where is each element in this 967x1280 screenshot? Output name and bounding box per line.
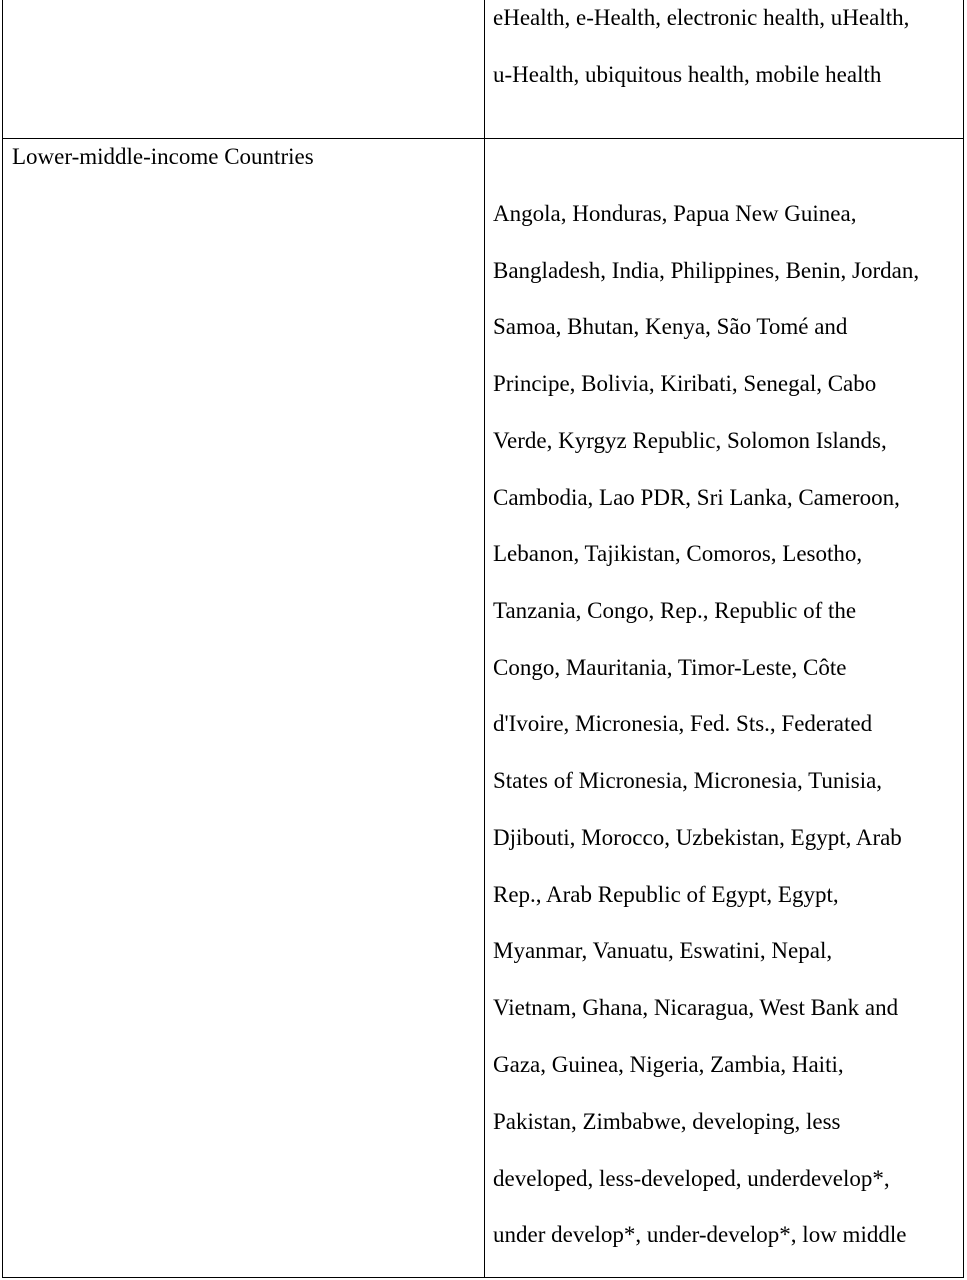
row2-right-line-8: Tanzania, Congo, Rep., Republic of the bbox=[493, 598, 857, 623]
row2-right-line-11: States of Micronesia, Micronesia, Tunisia, bbox=[493, 768, 883, 793]
row2-right-line-9: Congo, Mauritania, Timor-Leste, Côte bbox=[493, 655, 847, 680]
row1-right-line-1: eHealth, e-Health, electronic health, uHealth, bbox=[493, 5, 910, 30]
row2-right-line-7: Lebanon, Tajikistan, Comoros, Lesotho, bbox=[493, 541, 863, 566]
row-divider bbox=[3, 138, 963, 139]
row2-right-line-17: Pakistan, Zimbabwe, developing, less bbox=[493, 1109, 841, 1134]
row2-right-line-13: Rep., Arab Republic of Egypt, Egypt, bbox=[493, 882, 839, 907]
row2-right-line-12: Djibouti, Morocco, Uzbekistan, Egypt, Arab bbox=[493, 825, 902, 850]
row1-right-line-2: u-Health, ubiquitous health, mobile health bbox=[493, 62, 882, 87]
row2-right-line-16: Gaza, Guinea, Nigeria, Zambia, Haiti, bbox=[493, 1052, 844, 1077]
row2-right-line-19: under develop*, under-develop*, low middle bbox=[493, 1222, 907, 1247]
keyword-table bbox=[2, 0, 964, 1278]
row2-right-line-10: d'Ivoire, Micronesia, Fed. Sts., Federated bbox=[493, 711, 873, 736]
row2-left-label: Lower-middle-income Countries bbox=[12, 144, 314, 169]
column-divider bbox=[484, 0, 485, 1277]
row2-right-line-1: Angola, Honduras, Papua New Guinea, bbox=[493, 201, 857, 226]
row2-right-line-5: Verde, Kyrgyz Republic, Solomon Islands, bbox=[493, 428, 887, 453]
row2-right-line-3: Samoa, Bhutan, Kenya, São Tomé and bbox=[493, 314, 848, 339]
row2-right-line-18: developed, less-developed, underdevelop*, bbox=[493, 1166, 890, 1191]
row2-right-line-14: Myanmar, Vanuatu, Eswatini, Nepal, bbox=[493, 938, 833, 963]
row2-right-line-4: Principe, Bolivia, Kiribati, Senegal, Cabo bbox=[493, 371, 877, 396]
row2-right-line-15: Vietnam, Ghana, Nicaragua, West Bank and bbox=[493, 995, 899, 1020]
row2-right-line-2: Bangladesh, India, Philippines, Benin, Jordan, bbox=[493, 258, 920, 283]
row2-right-line-6: Cambodia, Lao PDR, Sri Lanka, Cameroon, bbox=[493, 485, 900, 510]
